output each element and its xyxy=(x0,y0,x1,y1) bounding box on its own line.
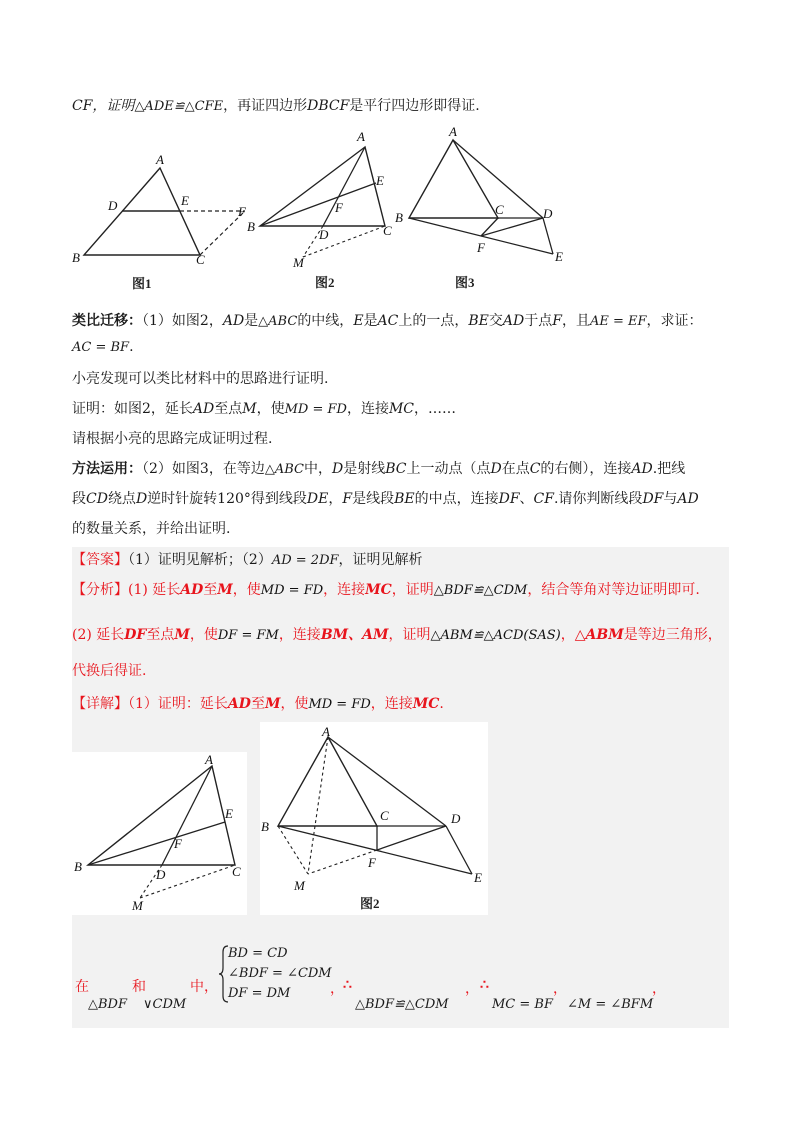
final-triangle-2 xyxy=(143,995,186,1015)
t: D xyxy=(331,461,344,477)
figure-detail-b xyxy=(260,722,488,915)
t: DE xyxy=(306,491,329,507)
t: 是 xyxy=(244,313,259,329)
final-comma-3: ， xyxy=(553,981,567,997)
t: （1）证明：延长 xyxy=(128,696,228,712)
t: .把线 xyxy=(652,461,686,477)
figB-caption: 图2 xyxy=(360,896,380,911)
intro-line xyxy=(72,96,480,117)
final-zai: 在 xyxy=(75,979,89,995)
fig1-label-a: A xyxy=(156,152,164,167)
t: 是 xyxy=(363,313,378,329)
therefore-symbol-1: ∴ xyxy=(343,977,352,993)
final-comma-4: ， xyxy=(652,981,666,997)
fig3-label-b: B xyxy=(395,210,403,225)
final-result-3 xyxy=(567,995,653,1015)
t: C xyxy=(529,461,541,477)
fig2-label-c: C xyxy=(383,223,392,238)
t: 是线段 xyxy=(352,491,395,507)
fig3-caption: 图3 xyxy=(455,275,475,290)
final-result-2 xyxy=(492,995,553,1015)
t: AD xyxy=(222,313,245,329)
fig1-label-c: C xyxy=(196,252,205,267)
figB-label-c: C xyxy=(380,808,389,823)
intro-congruence: △ADE≌△CFE xyxy=(134,99,224,114)
t: BM、AM xyxy=(320,627,389,643)
final-comma-1: ， xyxy=(330,981,344,997)
t: ，…… xyxy=(414,401,456,417)
t: ，使 xyxy=(256,401,285,417)
fig2-label-f: F xyxy=(335,200,343,215)
t: （1）证明见解析；（2） xyxy=(128,552,272,568)
t: CF xyxy=(533,491,554,507)
figure-3 xyxy=(393,122,583,297)
t: 上一动点（点 xyxy=(406,461,491,477)
therefore-symbol-2: ∴ xyxy=(480,977,489,993)
t: 证明：如图2，延长 xyxy=(72,401,193,417)
figure-detail-a xyxy=(72,752,247,915)
t: M xyxy=(264,696,281,712)
t: MD = FD xyxy=(284,402,347,417)
t: (2) 延长 xyxy=(72,627,125,643)
intro-text-2: ，再证四边形 xyxy=(223,98,308,114)
t: F xyxy=(552,313,562,329)
t: AD xyxy=(227,696,251,712)
method-line-3: 的数量关系，并给出证明. xyxy=(72,521,231,537)
method-heading: 方法运用： xyxy=(72,461,142,477)
t: AD xyxy=(502,313,525,329)
t: 中， xyxy=(303,461,332,477)
t: AD xyxy=(631,461,653,477)
xiaoliang-line: 小亮发现可以类比材料中的思路进行证明. xyxy=(72,371,329,387)
t: 至点 xyxy=(146,627,175,643)
t: △BDF xyxy=(88,997,127,1012)
t: F xyxy=(342,491,353,507)
t: MD = FD xyxy=(308,697,371,712)
t: 段 xyxy=(72,491,86,507)
t: . xyxy=(129,339,134,355)
t: BE xyxy=(394,491,415,507)
t: ∨CDM xyxy=(143,997,187,1012)
fig1-label-b: B xyxy=(72,250,80,265)
t: DF xyxy=(124,627,147,643)
figA-label-c: C xyxy=(232,864,241,879)
intro-text-cf: CF，证明 xyxy=(72,98,135,114)
t: △ABM xyxy=(574,627,624,643)
t: ，连接 xyxy=(278,627,321,643)
t: ，使 xyxy=(232,582,261,598)
t: 是射线 xyxy=(343,461,386,477)
t: △ABM≌△ACD(SAS) xyxy=(430,628,561,643)
complete-line: 请根据小亮的思路完成证明过程. xyxy=(72,431,273,447)
t: 的中线， xyxy=(297,313,354,329)
figure-1 xyxy=(70,150,270,295)
t: △ABC xyxy=(264,462,304,477)
t: D xyxy=(490,461,502,477)
figB-label-f: F xyxy=(368,855,376,870)
method-line-2 xyxy=(72,489,699,509)
system-eq-2: ∠BDF = ∠CDM xyxy=(228,966,332,981)
fig2-label-b: B xyxy=(247,219,255,234)
answer-tag: 【答案】 xyxy=(72,552,128,568)
t: MD = FD xyxy=(260,583,324,598)
analysis-tag: 【分析】 xyxy=(72,582,128,598)
final-result-1 xyxy=(355,995,449,1015)
t: DF = FM xyxy=(217,628,279,643)
t: ，且 xyxy=(561,313,590,329)
answer-line xyxy=(72,550,423,571)
t: 的右侧），连接 xyxy=(540,461,632,477)
analysis-line-3: 代换后得证. xyxy=(72,663,147,679)
detail-line xyxy=(72,694,444,715)
figA-label-m: M xyxy=(132,898,143,913)
final-zhong: 中， xyxy=(190,979,218,995)
t: 绕点 xyxy=(107,491,136,507)
t: 至 xyxy=(203,582,218,598)
figA-label-d: D xyxy=(156,867,166,882)
figB-label-m: M xyxy=(294,878,305,893)
t: 至 xyxy=(250,696,265,712)
t: M xyxy=(174,627,190,643)
t: AD = 2DF xyxy=(271,553,339,568)
figure-2 xyxy=(245,125,405,295)
t: △ABC xyxy=(258,314,298,329)
t: M xyxy=(242,401,257,417)
t: AE = EF xyxy=(589,314,647,329)
final-he: 和 xyxy=(132,979,146,995)
method-line-1 xyxy=(72,459,685,480)
t: ， xyxy=(560,627,575,643)
t: AD xyxy=(192,401,215,417)
final-triangle-1 xyxy=(88,995,127,1015)
t: MC xyxy=(412,696,440,712)
fig2-label-d: D xyxy=(319,227,329,242)
t: 的中点，连接 xyxy=(414,491,499,507)
fig1-label-e: E xyxy=(181,193,189,208)
t: ，证明见解析 xyxy=(338,552,423,568)
t: DF xyxy=(642,491,664,507)
analogy-line-2 xyxy=(72,337,134,358)
t: MC xyxy=(388,401,414,417)
t: （2）如图3，在等边 xyxy=(142,461,265,477)
figA-label-a: A xyxy=(205,752,213,767)
t: ，连接 xyxy=(323,582,366,598)
t: ，使 xyxy=(280,696,309,712)
analogy-heading: 类比迁移： xyxy=(72,313,142,329)
fig3-label-d: D xyxy=(543,206,553,221)
t: AD xyxy=(180,582,204,598)
t: BE xyxy=(468,313,489,329)
t: 交 xyxy=(488,313,503,329)
figB-label-a: A xyxy=(322,724,330,739)
fig1-label-f: F xyxy=(238,204,246,219)
t: M xyxy=(217,582,233,598)
figA-label-b: B xyxy=(74,859,82,874)
t: E xyxy=(353,313,364,329)
t: 是等边三角形， xyxy=(623,627,722,643)
system-eq-1: BD = CD xyxy=(228,946,288,961)
t: MC = BF xyxy=(492,997,553,1012)
t: 至点 xyxy=(214,401,243,417)
t: ， xyxy=(328,491,343,507)
system-eq-3: DF = DM xyxy=(228,986,291,1001)
figA-label-e: E xyxy=(225,806,233,821)
t: 于点 xyxy=(524,313,553,329)
t: ，使 xyxy=(189,627,218,643)
t: ，结合等角对等边证明即可. xyxy=(527,582,700,598)
intro-quad: DBCF xyxy=(307,98,350,114)
t: .请你判断线段 xyxy=(553,491,643,507)
t: 上的一点， xyxy=(398,313,469,329)
fig2-label-e: E xyxy=(376,173,384,188)
t: ，连接 xyxy=(370,696,413,712)
fig3-label-f: F xyxy=(477,240,485,255)
t: ，求证： xyxy=(646,313,703,329)
t: 逆时针旋转120°得到线段 xyxy=(147,491,307,507)
fig2-label-a: A xyxy=(357,129,365,144)
t: 与 xyxy=(663,491,678,507)
t: . xyxy=(439,696,444,712)
fig3-label-e: E xyxy=(555,249,563,264)
figB-label-b: B xyxy=(261,819,269,834)
t: （1）如图2， xyxy=(142,313,223,329)
t: AC xyxy=(377,313,399,329)
t: BC xyxy=(385,461,407,477)
t: 在点 xyxy=(501,461,530,477)
t: ∠M = ∠BFM xyxy=(567,997,654,1012)
fig1-label-d: D xyxy=(108,198,118,213)
t: (1) 延长 xyxy=(128,582,181,598)
t: ，证明 xyxy=(391,582,434,598)
analogy-goal: AC = BF xyxy=(72,340,130,355)
figA-label-f: F xyxy=(174,836,182,851)
analysis-line-2 xyxy=(72,625,722,646)
analysis-line-1 xyxy=(72,580,700,601)
figB-label-e: E xyxy=(474,870,482,885)
t: CD xyxy=(86,491,108,507)
t: △BDF≌△CDM xyxy=(433,583,528,598)
t: 、 xyxy=(519,491,534,507)
analogy-line-1 xyxy=(72,311,703,332)
intro-text-3: 是平行四边形即得证. xyxy=(349,98,480,114)
t: D xyxy=(135,491,148,507)
final-comma-2: ， xyxy=(465,981,479,997)
fig2-caption: 图2 xyxy=(315,275,335,290)
t: ，连接 xyxy=(346,401,389,417)
detail-tag: 【详解】 xyxy=(72,696,128,712)
t: △BDF≌△CDM xyxy=(355,997,449,1012)
t: DF xyxy=(498,491,520,507)
t: AD xyxy=(677,491,699,507)
fig2-label-m: M xyxy=(293,255,304,270)
fig3-label-a: A xyxy=(449,124,457,139)
t: ，证明 xyxy=(388,627,431,643)
fig1-caption: 图1 xyxy=(132,276,152,291)
fig3-label-c: C xyxy=(495,202,504,217)
proof-start-line xyxy=(72,399,456,420)
figB-label-d: D xyxy=(451,811,461,826)
t: MC xyxy=(365,582,392,598)
